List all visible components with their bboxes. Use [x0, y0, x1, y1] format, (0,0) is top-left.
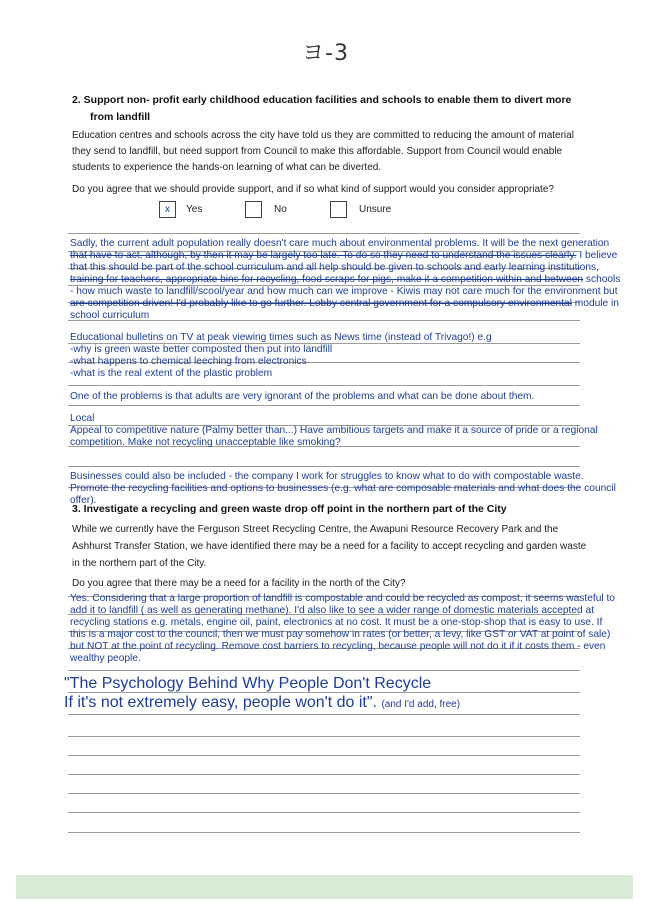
q3-answer-line: this is a major cost to the council, then we must pay somehow in rates (or better, a levy, like GST or VAT at point of sale) [70, 629, 611, 640]
struck-text: are competition driven! I'd probably like to go further. Lobby central government for a compulsory environmental [70, 298, 572, 309]
q2-answer-line: competition. Make not recycling unacceptable like smoking? [70, 437, 341, 448]
q3-paragraph-line3: in the northern part of the City. [72, 558, 207, 569]
q2-answer-line: Businesses could also be included - the company I work for struggles to know what to do with compostable waste. [70, 471, 584, 482]
struck-text: that have to act, although, by then it may be largely too late. To do so they need to understand the issues clearly. [70, 250, 577, 261]
answer-text: module in [571, 298, 619, 309]
q2-answer-line: One of the problems is that adults are very ignorant of the problems and what can be done about them. [70, 391, 535, 402]
q2-question: Do you agree that we should provide support, and if so what kind of support would you consider appropriate? [72, 184, 554, 195]
question-2-heading-line1: 2. Support non- profit early childhood education facilities and schools to enable them to divert more [72, 94, 572, 106]
q3-answer-line: Yes. Considering that a large proportion of landfill is compostable and could be recycled as compost, it seems wasteful to [70, 593, 615, 604]
q3-paragraph-line2: Ashhurst Transfer Station, we have identified there may be a need for a facility to accept recycling and garden waste [72, 541, 587, 552]
q2-answer-line: Local [70, 413, 95, 424]
q2-answer-line: Promote the recycling facilities and options to businesses (e.g. what are composable materials and what does the council [70, 483, 616, 494]
q2-paragraph-line3: students to experience the hands-on learning of what can be diverted. [72, 162, 382, 173]
yes-checkbox[interactable]: x [159, 201, 176, 218]
q3-answer-line: recycling stations e.g. metals, engine oil, paint, electronics at no cost. It must be a one-stop-shop that is easy to use. If [70, 617, 603, 628]
answer-rule [68, 755, 580, 756]
quote-text: If it's not extremely easy, people won't do it". [64, 694, 377, 711]
answer-rule [68, 466, 580, 467]
q2-paragraph-line2: they send to landfill, but need support from Council to make this affordable. Support from Council would enable [72, 146, 563, 157]
quote-title: "The Psychology Behind Why People Don't Recycle [64, 675, 432, 692]
answer-text: schools [583, 274, 621, 285]
question-2-heading-line2: from landfill [90, 111, 151, 123]
answer-rule [68, 774, 580, 775]
q2-answer-line: school curriculum [70, 310, 150, 321]
q2-answer-line: - how much waste to landfill/scool/year and how much can we improve - Kiwis may not care much for the environment but [70, 286, 618, 297]
q2-answer-line: Educational bulletins on TV at peak viewing times such as News time (instead of Trivago!) e.g [70, 332, 492, 343]
q2-answer-line: Appeal to competitive nature (Palmy better than...) Have ambitious targets and make it a source of pride or a regional [70, 425, 598, 436]
q2-answer-line: -why is green waste better composted then put into landfill [70, 344, 333, 355]
q3-answer-line: but NOT at the point of recycling. Remove cost barriers to recycling, because people will not do it if it costs them - even [70, 641, 606, 652]
q2-answer-line [70, 298, 619, 311]
quote-aside: (and I'd add, free) [381, 699, 461, 710]
answer-rule [68, 832, 580, 833]
quote-body [64, 693, 460, 715]
q3-answer-line: add it to landfill ( as well as generating methane). I'd also like to see a wider range of domestic materials accepted at [70, 605, 595, 616]
q2-answer-line: that this should be part of the school curriculum and all help should be given to schools and early learning institutions, [70, 262, 599, 273]
q2-answer-line: -what is the real extent of the plastic problem [70, 368, 273, 379]
q2-answer-line [70, 274, 620, 287]
q2-paragraph-line1: Education centres and schools across the city have told us they are committed to reducing the amount of material [72, 130, 574, 141]
answer-rule [68, 812, 580, 813]
q3-paragraph-line1: While we currently have the Ferguson Street Recycling Centre, the Awapuni Resource Recovery Park and the [72, 524, 559, 535]
answer-rule [68, 385, 580, 386]
unsure-label: Unsure [359, 204, 392, 215]
q2-answer-line: Sadly, the current adult population really doesn't care much about environmental problems. It will be the next generation [70, 238, 610, 249]
answer-text: I believe [576, 250, 618, 261]
q2-answer-line: -what happens to chemical leeching from electronics [70, 356, 307, 367]
question-3-heading: 3. Investigate a recycling and green waste drop off point in the northern part of the City [72, 503, 507, 515]
q2-answer-line [70, 250, 617, 263]
q3-question: Do you agree that there may be a need for a facility in the north of the City? [72, 578, 406, 589]
answer-rule [68, 233, 580, 234]
no-checkbox[interactable] [245, 201, 262, 218]
answer-rule [68, 736, 580, 737]
footer-bar [16, 875, 633, 899]
q3-answer-line: wealthy people. [70, 653, 141, 664]
answer-rule [68, 405, 580, 406]
struck-text: training for teachers, appropriate bins for recycling, food scraps for pigs, make it a competition within and between [70, 274, 584, 285]
yes-label: Yes [186, 204, 203, 215]
q2-answer-line: offer). [70, 495, 97, 506]
no-label: No [274, 204, 287, 215]
answer-rule [68, 670, 580, 671]
page-mark: ヨ-3 [302, 41, 349, 66]
answer-rule [68, 793, 580, 794]
unsure-checkbox[interactable] [330, 201, 347, 218]
